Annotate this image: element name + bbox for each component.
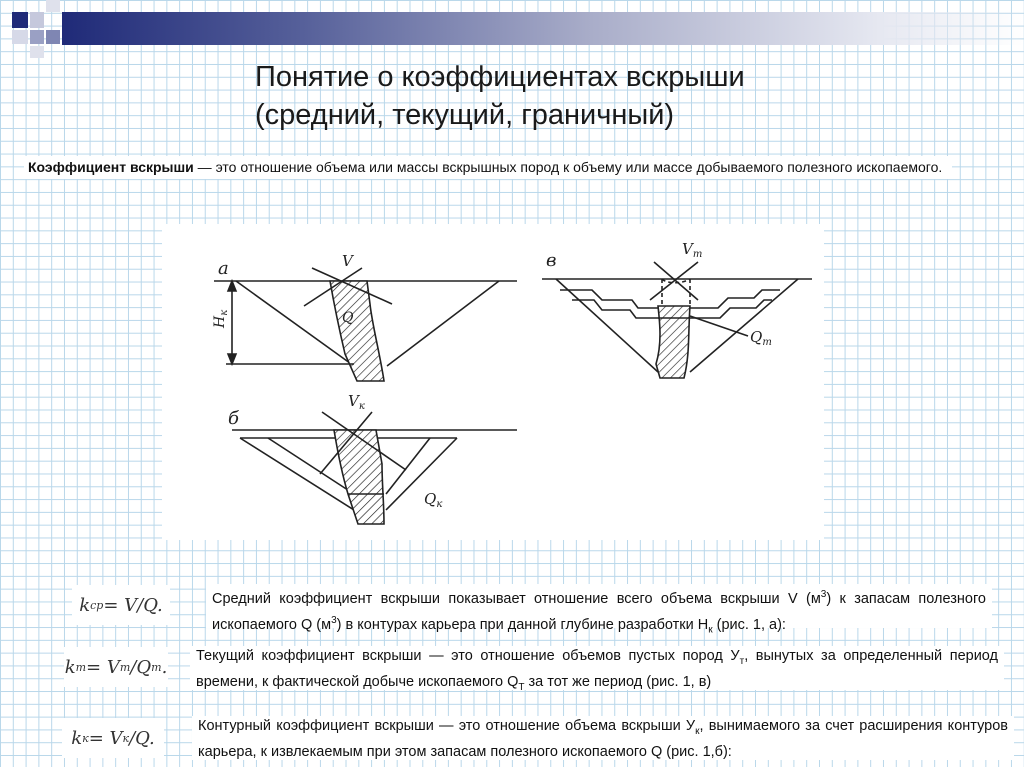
formula-rhs: = V/Q.: [103, 594, 163, 616]
formula-subscript: ср: [90, 598, 104, 612]
desc-text: (рис. 1, а):: [712, 616, 786, 633]
pit-diagram-figure: [162, 224, 824, 540]
formula-rhs: .: [161, 656, 168, 678]
deco-square-light: [30, 12, 44, 28]
title-line-1: Понятие о коэффициентах вскрыши: [255, 61, 745, 93]
desc-text: Средний коэффициент вскрыши показывает отношение всего объема вскрыши V (м: [212, 590, 821, 607]
desc-sup: 3: [820, 589, 827, 600]
formula-subscript: т: [119, 660, 131, 674]
formula-average: [72, 585, 170, 625]
deco-square-light: [46, 0, 60, 12]
desc-text: ) к запасам полезного ископаемого Q (м: [212, 590, 986, 633]
diagram-a: [214, 268, 517, 381]
label-a: а: [218, 258, 229, 279]
desc-text: , вынимаемого за счет расширения контуров карьера, к извлекаемым при этом запасам полезного ископаемого Q (рис. 1,б):: [198, 718, 1008, 760]
definition-block: [24, 156, 952, 179]
desc-sub: Т: [518, 681, 525, 693]
description-average: [206, 584, 992, 636]
formula-rhs: /Q.: [129, 727, 155, 749]
label-Qk: $Q_к$: [424, 490, 443, 510]
label-b: б: [228, 408, 239, 429]
definition-term: Коэффициент вскрыши: [28, 159, 194, 175]
label-Vt: $V_т$: [682, 240, 703, 260]
deco-square-purple: [46, 30, 60, 44]
formula-subscript: к: [82, 731, 89, 745]
deco-square-light: [30, 46, 44, 58]
formula-subscript: к: [122, 731, 130, 745]
header-gradient-band: [62, 12, 1024, 45]
label-v: в: [546, 250, 557, 271]
formula-rhs: = V: [86, 656, 120, 678]
label-Q: Q: [342, 310, 354, 326]
desc-sub: к: [708, 624, 713, 636]
label-H: $Н_к$: [212, 309, 230, 328]
diagram-v: [542, 262, 812, 378]
label-V: V: [342, 252, 353, 270]
formula-symbol: k: [64, 656, 76, 678]
formula-symbol: k: [71, 727, 83, 749]
label-Qt: $Q_т$: [750, 328, 772, 348]
title-line-2: (средний, текущий, граничный): [255, 99, 675, 131]
formula-subscript: т: [151, 660, 162, 674]
deco-square-navy: [12, 12, 28, 28]
deco-square-grey: [30, 30, 44, 44]
formula-current: [64, 647, 168, 687]
desc-text: Текущий коэффициент вскрыши — это отношение объемов пустых пород У: [196, 648, 740, 664]
formula-symbol: k: [79, 594, 91, 616]
description-contour: [192, 716, 1014, 760]
desc-text: за тот же период (рис. 1, в): [524, 673, 712, 690]
desc-sup: 3: [331, 614, 337, 626]
pit-diagram: [162, 224, 824, 540]
desc-text: , вынутых за определенный период времени, к фактической добыче ископаемого Q: [196, 648, 999, 690]
desc-text: Контурный коэффициент вскрыши — это отношение объема вскрыши У: [198, 718, 696, 734]
deco-square-light: [12, 30, 28, 44]
formula-subscript: т: [75, 660, 87, 674]
formula-rhs: = V: [88, 727, 123, 749]
header-decoration: [0, 0, 1024, 60]
description-current: [190, 646, 1004, 693]
desc-sub: т: [739, 655, 745, 667]
label-Vk: $V_к$: [348, 392, 365, 412]
page-title: [255, 58, 955, 134]
formula-rhs: /Q: [130, 656, 152, 678]
formula-contour: [62, 718, 164, 758]
definition-text: — это отношение объема или массы вскрышных пород к объему или массе добываемого полезного ископаемого.: [193, 159, 943, 175]
diagram-b: [232, 412, 517, 524]
desc-sub: к: [695, 725, 700, 737]
desc-text: ) в контурах карьера при данной глубине разработки Н: [336, 616, 709, 633]
